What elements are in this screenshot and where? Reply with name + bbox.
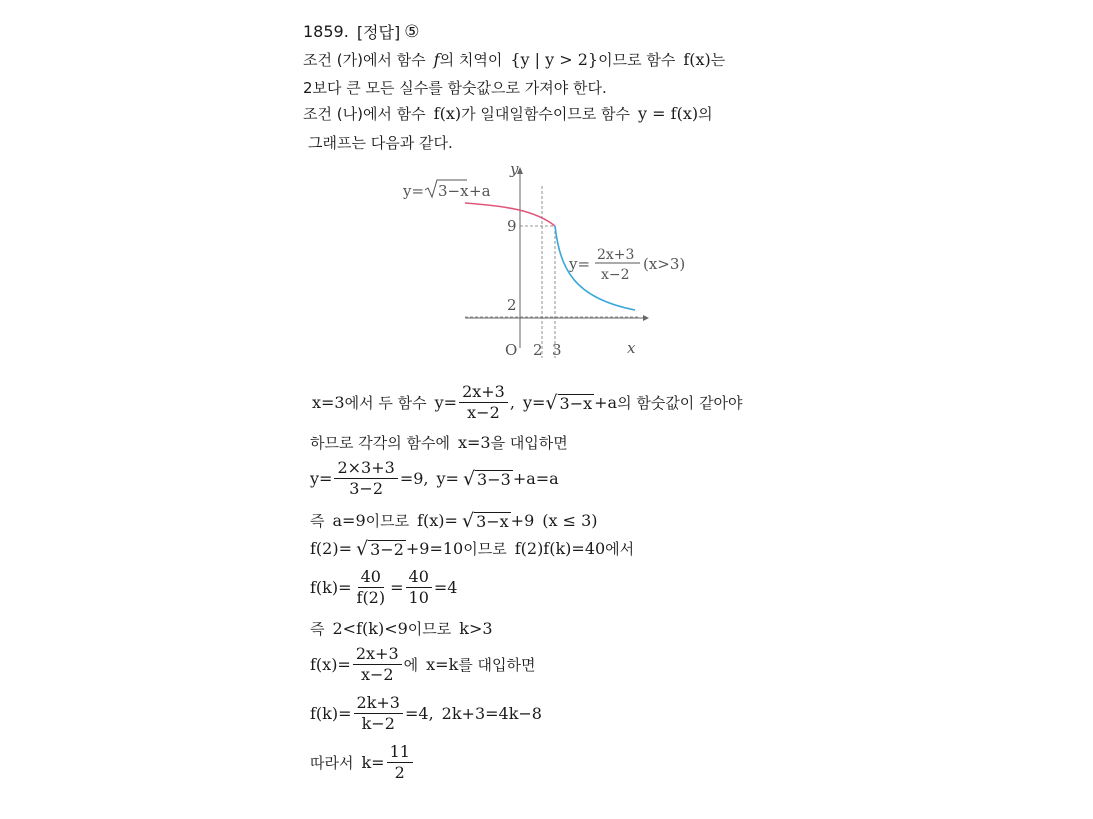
radicand: 3−x [476,511,509,531]
math: 2k+3=4k−8 [441,704,542,723]
math: f(x)= [417,511,458,530]
text: 이므로 [365,512,410,530]
math: f(k)= [310,704,352,723]
radical: √ 3−2 [356,537,404,560]
answer-value: ⑤ [404,21,420,42]
math: f [433,50,440,69]
text: 하므로 각각의 함수에 [310,434,450,452]
numerator: 40 [406,568,432,588]
math: {y | y > 2} [510,50,599,69]
math: +9 [510,511,535,530]
text: 그래프는 다음과 같다. [308,134,453,152]
math: +a=a [512,469,559,488]
math: =4 [433,578,458,597]
math: f(x) [683,50,711,69]
origin-label: O [505,341,518,359]
math: f(x)= [310,655,351,674]
text: 가 일대일함수이므로 함수 [461,105,631,123]
math: =9, [399,469,429,488]
math: +a [594,393,618,412]
solution-line-3 [310,459,559,498]
radicand: 3−2 [370,539,404,559]
text: 즉 [310,512,325,530]
math: y= [522,393,546,412]
math: x=3 [457,433,491,452]
denominator: 2 [394,763,405,782]
math: y= [434,393,458,412]
math: 2<f(k)<9 [332,619,408,638]
radicand: 3−3 [477,469,511,489]
solution-line-7 [310,618,493,639]
text: 즉 [310,620,325,638]
function-graph [395,158,705,363]
text: 에서 두 함수 [344,394,427,412]
denominator: 10 [408,588,429,607]
fraction [387,743,413,782]
solution-line-9 [310,694,542,733]
left-curve-label-radicand: 3−x [438,182,469,200]
fraction [354,694,403,733]
intro-line-1 [303,49,725,70]
intro-line-2 [303,77,607,98]
x-axis-arrow [643,315,649,321]
text: 의 함숫값이 같아야 [617,394,743,412]
text: 2보다 큰 모든 실수를 함숫값으로 가져야 한다. [303,79,607,97]
solution-line-1 [312,383,743,422]
problem-number: 1859. [303,22,349,41]
numerator: 2×3+3 [334,459,397,479]
math: x=k [426,655,459,674]
solution-line-2 [310,432,568,453]
right-curve-label-condition: (x>3) [643,255,686,273]
fraction [353,645,402,684]
left-curve-label-prefix: y= [403,182,425,200]
math: y= [310,469,333,488]
math: f(2)= [310,539,352,558]
right-curve-label-numerator: 2x+3 [597,247,635,263]
intro-line-3 [303,103,713,124]
radical: √ 3−3 [462,467,511,490]
text: 을 대입하면 [490,434,568,452]
numerator: 40 [358,568,384,588]
math: x=3 [312,393,345,412]
x-tick-3: 3 [552,341,562,359]
text: 의 치역이 [439,51,503,69]
solution-line-6 [310,568,457,607]
text: 조건 (가)에서 함수 [303,51,426,69]
math: , [509,393,515,412]
solution-line-5 [310,538,634,559]
x-axis-label: x [627,339,636,357]
radicand: 3−x [559,393,593,413]
text: 따라서 [310,754,354,772]
text: 이므로 함수 [598,51,676,69]
denominator: f(2) [356,588,386,607]
denominator: 3−2 [349,479,384,498]
x-tick-2: 2 [533,341,543,359]
denominator: x−2 [360,665,394,684]
fraction [334,459,397,498]
right-curve-label-denominator: x−2 [601,267,630,283]
solution-line-4 [310,510,598,531]
denominator: k−2 [361,714,395,733]
right-curve-label-prefix: y= [569,255,591,273]
numerator: 2x+3 [353,645,402,665]
text: 의 [698,105,713,123]
numerator: 2x+3 [459,383,508,403]
math: =4, [404,704,434,723]
y-tick-2: 2 [507,296,517,314]
radical: √ 3−x [545,391,593,414]
math: k>3 [459,619,493,638]
math: y = f(x) [638,104,699,123]
fraction [354,568,389,607]
fraction [459,383,508,422]
text: 이므로 [407,620,452,638]
left-curve-label-suffix: +a [469,182,491,200]
problem-header [303,20,419,43]
solution-line-10 [310,743,415,782]
fraction [406,568,432,607]
intro-line-4 [308,132,453,153]
math: f(2)f(k)=40 [514,539,606,558]
text: 에서 [605,540,635,558]
math: = [390,578,404,597]
text: 이므로 [463,540,507,558]
numerator: 2k+3 [354,694,403,714]
math: f(k)= [310,578,352,597]
denominator: x−2 [467,403,500,422]
y-axis-label: y [510,160,519,178]
solution-line-8 [310,645,535,684]
text: 조건 (나)에서 함수 [303,105,426,123]
text: 를 대입하면 [458,656,536,674]
y-tick-9: 9 [507,217,517,235]
text: 에 [403,656,419,674]
math: y= [436,469,459,488]
math: a=9 [332,511,366,530]
text: 는 [710,51,726,69]
math: f(x) [433,104,462,123]
math: (x ≤ 3) [542,511,598,530]
answer-label: [정답] [356,23,401,42]
math: +9=10 [405,539,464,558]
numerator: 11 [387,743,413,763]
math: k= [361,753,385,772]
radical: √ 3−x [461,509,509,532]
